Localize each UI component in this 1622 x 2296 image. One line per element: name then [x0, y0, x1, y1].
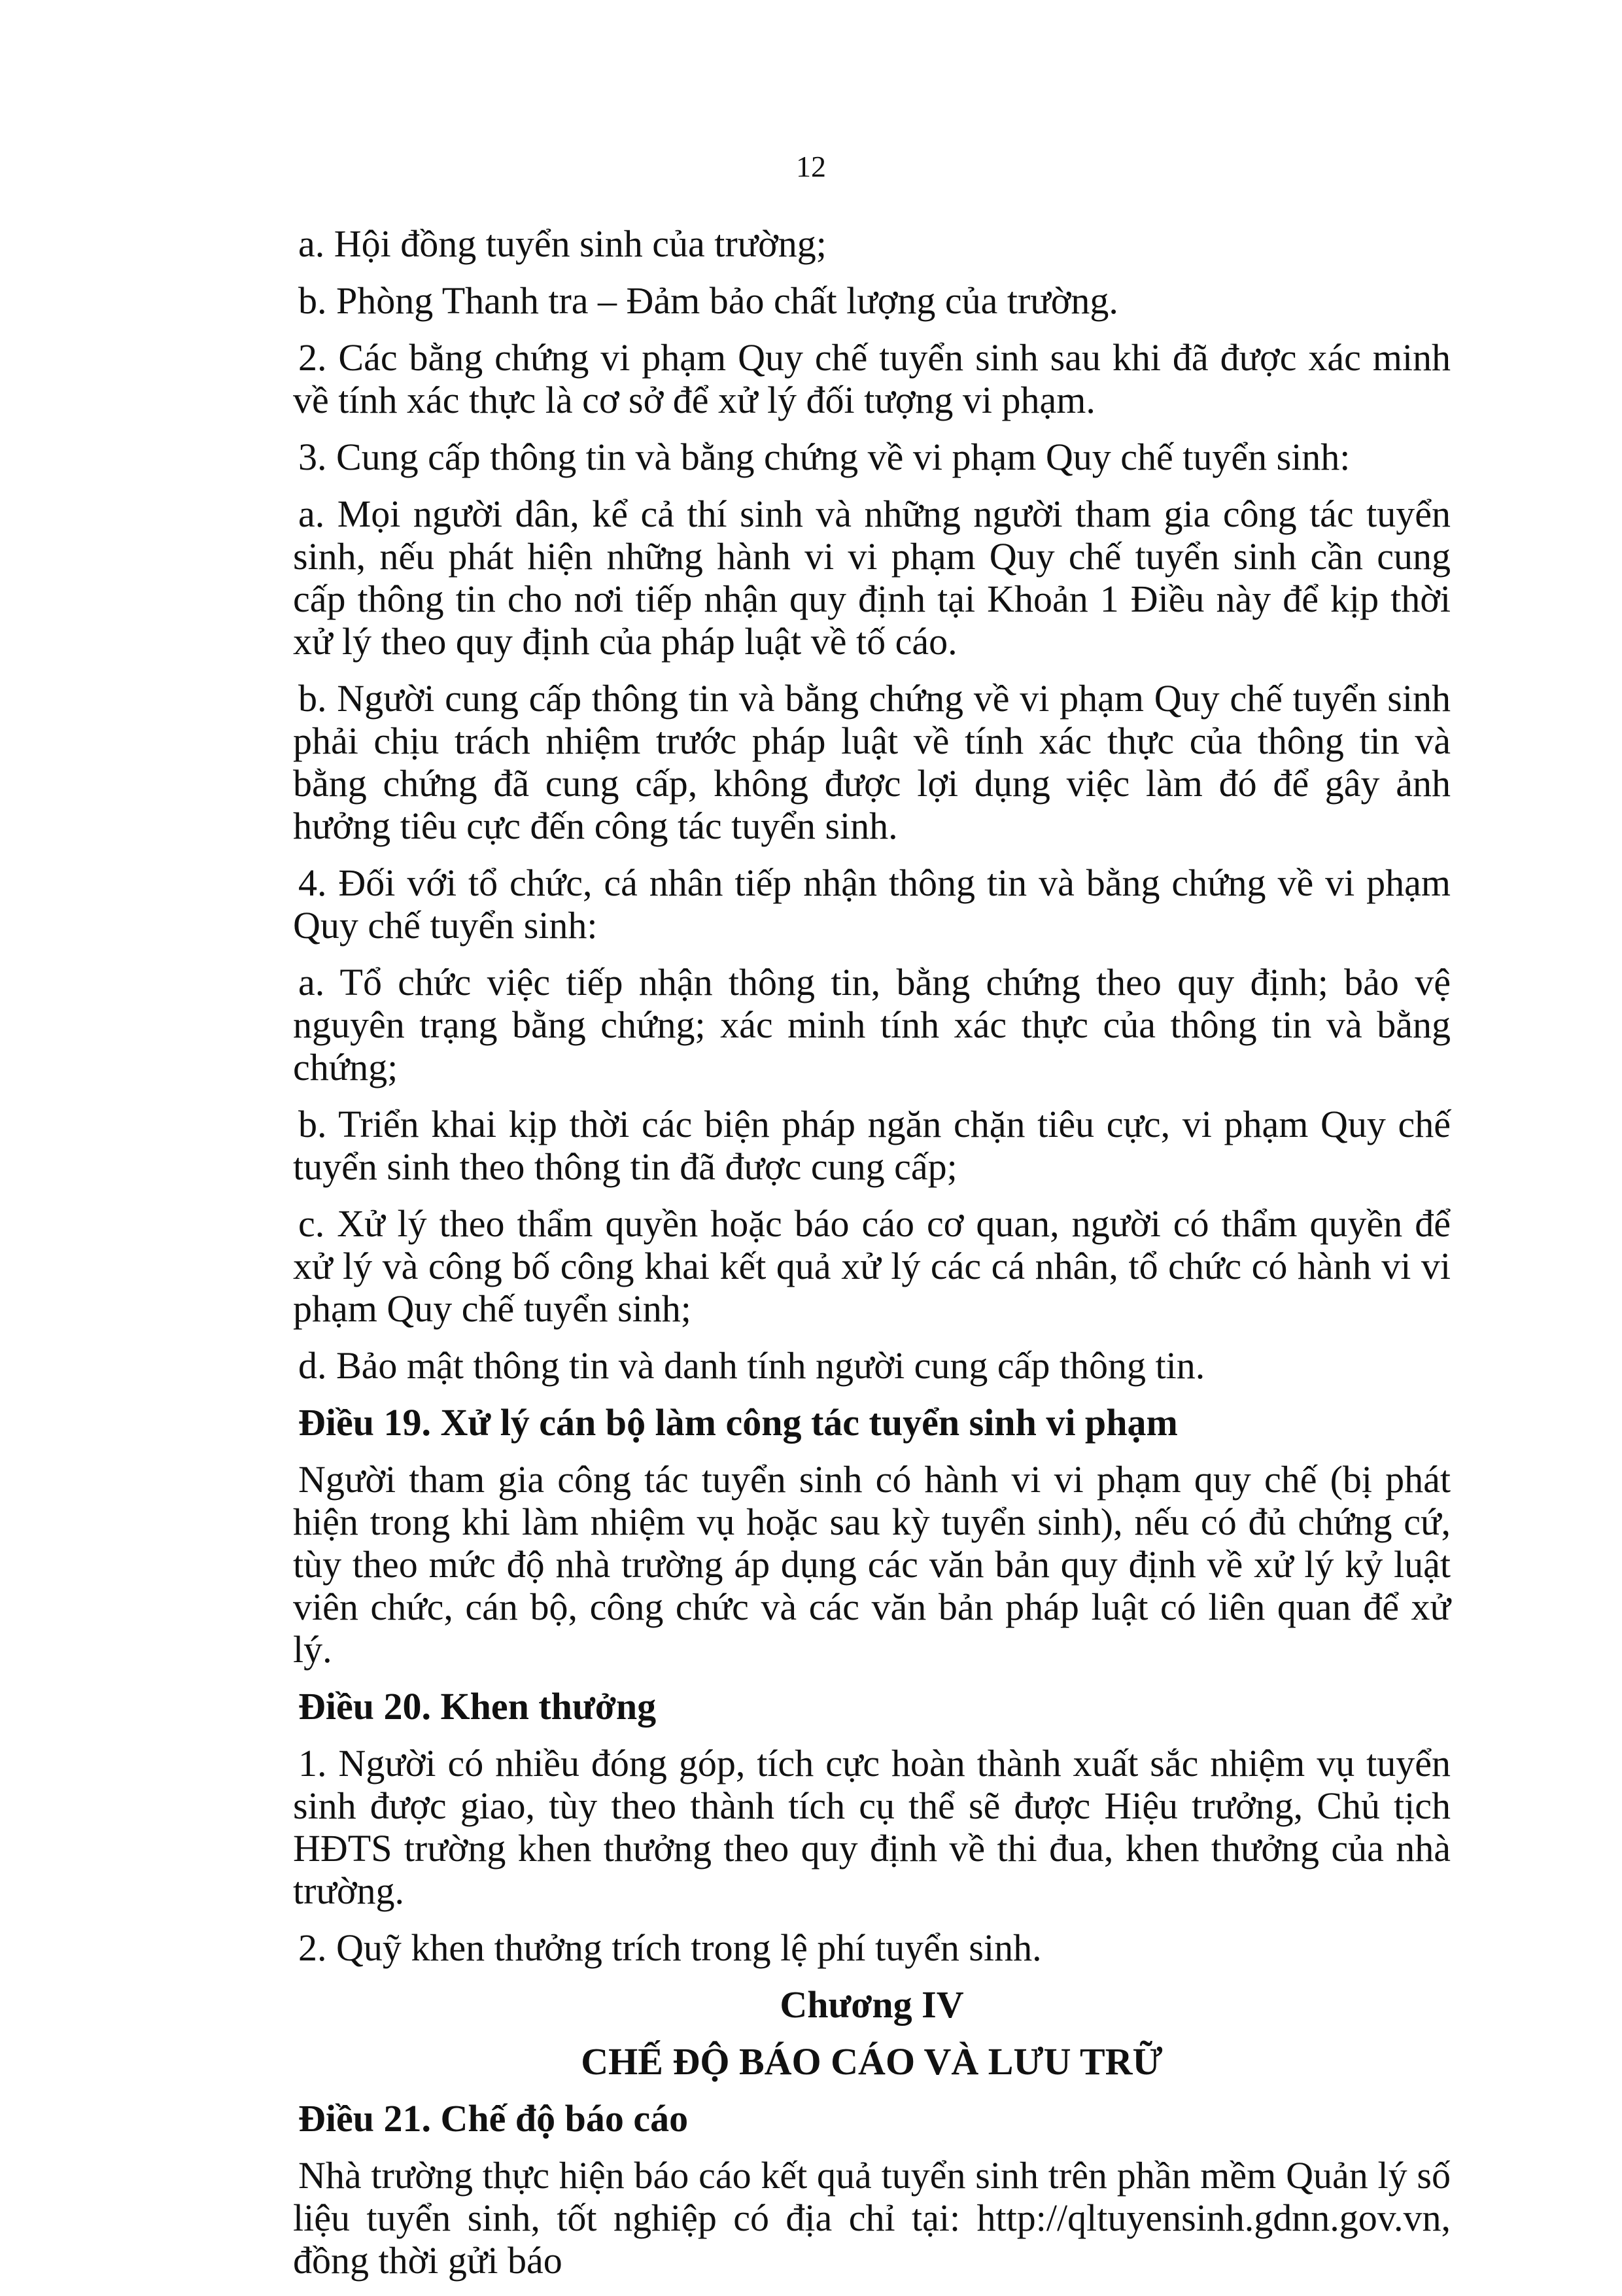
chapter-number: Chương IV: [780, 1983, 964, 2026]
article-20-item: 2. Quỹ khen thưởng trích trong lệ phí tuyển sinh.: [298, 1926, 1042, 1969]
page-number: 12: [796, 150, 826, 183]
paragraph: 3. Cung cấp thông tin và bằng chứng về vi phạm Quy chế tuyển sinh:: [298, 436, 1351, 478]
paragraph: a. Mọi người dân, kể cả thí sinh và những người tham gia công tác tuyển sinh, nếu phát hiện những hành vi vi phạm Quy chế tuyển sinh cần cung cấp thông tin cho nơi tiếp nhận quy định tại Khoản 1 Điều này để kịp thời xử lý theo quy định của pháp luật về tố cáo.: [293, 493, 1451, 663]
article-21-text: Nhà trường thực hiện báo cáo kết quả tuyển sinh trên phần mềm Quản lý số liệu tuyển sinh, tốt nghiệp có địa chỉ tại: http://qltuyensinh.gdnn.gov.vn, đồng thời gửi báo: [293, 2154, 1451, 2282]
article-19-text: Người tham gia công tác tuyển sinh có hành vi vi phạm quy chế (bị phát hiện trong khi làm nhiệm vụ hoặc sau kỳ tuyển sinh), nếu có đủ chứng cứ, tùy theo mức độ nhà trường áp dụng các văn bản quy định về xử lý kỷ luật viên chức, cán bộ, công chức và các văn bản pháp luật có liên quan để xử lý.: [293, 1458, 1451, 1671]
paragraph: 2. Các bằng chứng vi phạm Quy chế tuyển sinh sau khi đã được xác minh về tính xác thực là cơ sở để xử lý đối tượng vi phạm.: [293, 336, 1451, 421]
paragraph: 4. Đối với tổ chức, cá nhân tiếp nhận thông tin và bằng chứng về vi phạm Quy chế tuyển sinh:: [293, 861, 1451, 947]
article-21-heading: Điều 21. Chế độ báo cáo: [298, 2097, 689, 2140]
paragraph: b. Người cung cấp thông tin và bằng chứng về vi phạm Quy chế tuyển sinh phải chịu trách nhiệm trước pháp luật về tính xác thực của thông tin và bằng chứng đã cung cấp, không được lợi dụng việc làm đó để gây ảnh hưởng tiêu cực đến công tác tuyển sinh.: [293, 677, 1451, 847]
article-19-heading: Điều 19. Xử lý cán bộ làm công tác tuyển sinh vi phạm: [298, 1401, 1178, 1444]
paragraph: d. Bảo mật thông tin và danh tính người cung cấp thông tin.: [298, 1344, 1205, 1387]
document-body: [293, 222, 1451, 2296]
paragraph: b. Triển khai kịp thời các biện pháp ngăn chặn tiêu cực, vi phạm Quy chế tuyển sinh theo thông tin đã được cung cấp;: [293, 1103, 1451, 1188]
paragraph: b. Phòng Thanh tra – Đảm bảo chất lượng của trường.: [298, 279, 1118, 322]
paragraph: c. Xử lý theo thẩm quyền hoặc báo cáo cơ quan, người có thẩm quyền để xử lý và công bố công khai kết quả xử lý các cá nhân, tổ chức có hành vi vi phạm Quy chế tuyển sinh;: [293, 1202, 1451, 1330]
paragraph: a. Tổ chức việc tiếp nhận thông tin, bằng chứng theo quy định; bảo vệ nguyên trạng bằng chứng; xác minh tính xác thực của thông tin và bằng chứng;: [293, 961, 1451, 1088]
paragraph: a. Hội đồng tuyển sinh của trường;: [298, 222, 827, 265]
article-20-heading: Điều 20. Khen thưởng: [298, 1685, 657, 1728]
chapter-title: CHẾ ĐỘ BÁO CÁO VÀ LƯU TRỮ: [581, 2040, 1163, 2083]
article-20-item: 1. Người có nhiều đóng góp, tích cực hoàn thành xuất sắc nhiệm vụ tuyển sinh được giao, tùy theo thành tích cụ thể sẽ được Hiệu trưởng, Chủ tịch HĐTS trường khen thưởng theo quy định về thi đua, khen thưởng của nhà trường.: [293, 1742, 1451, 1912]
